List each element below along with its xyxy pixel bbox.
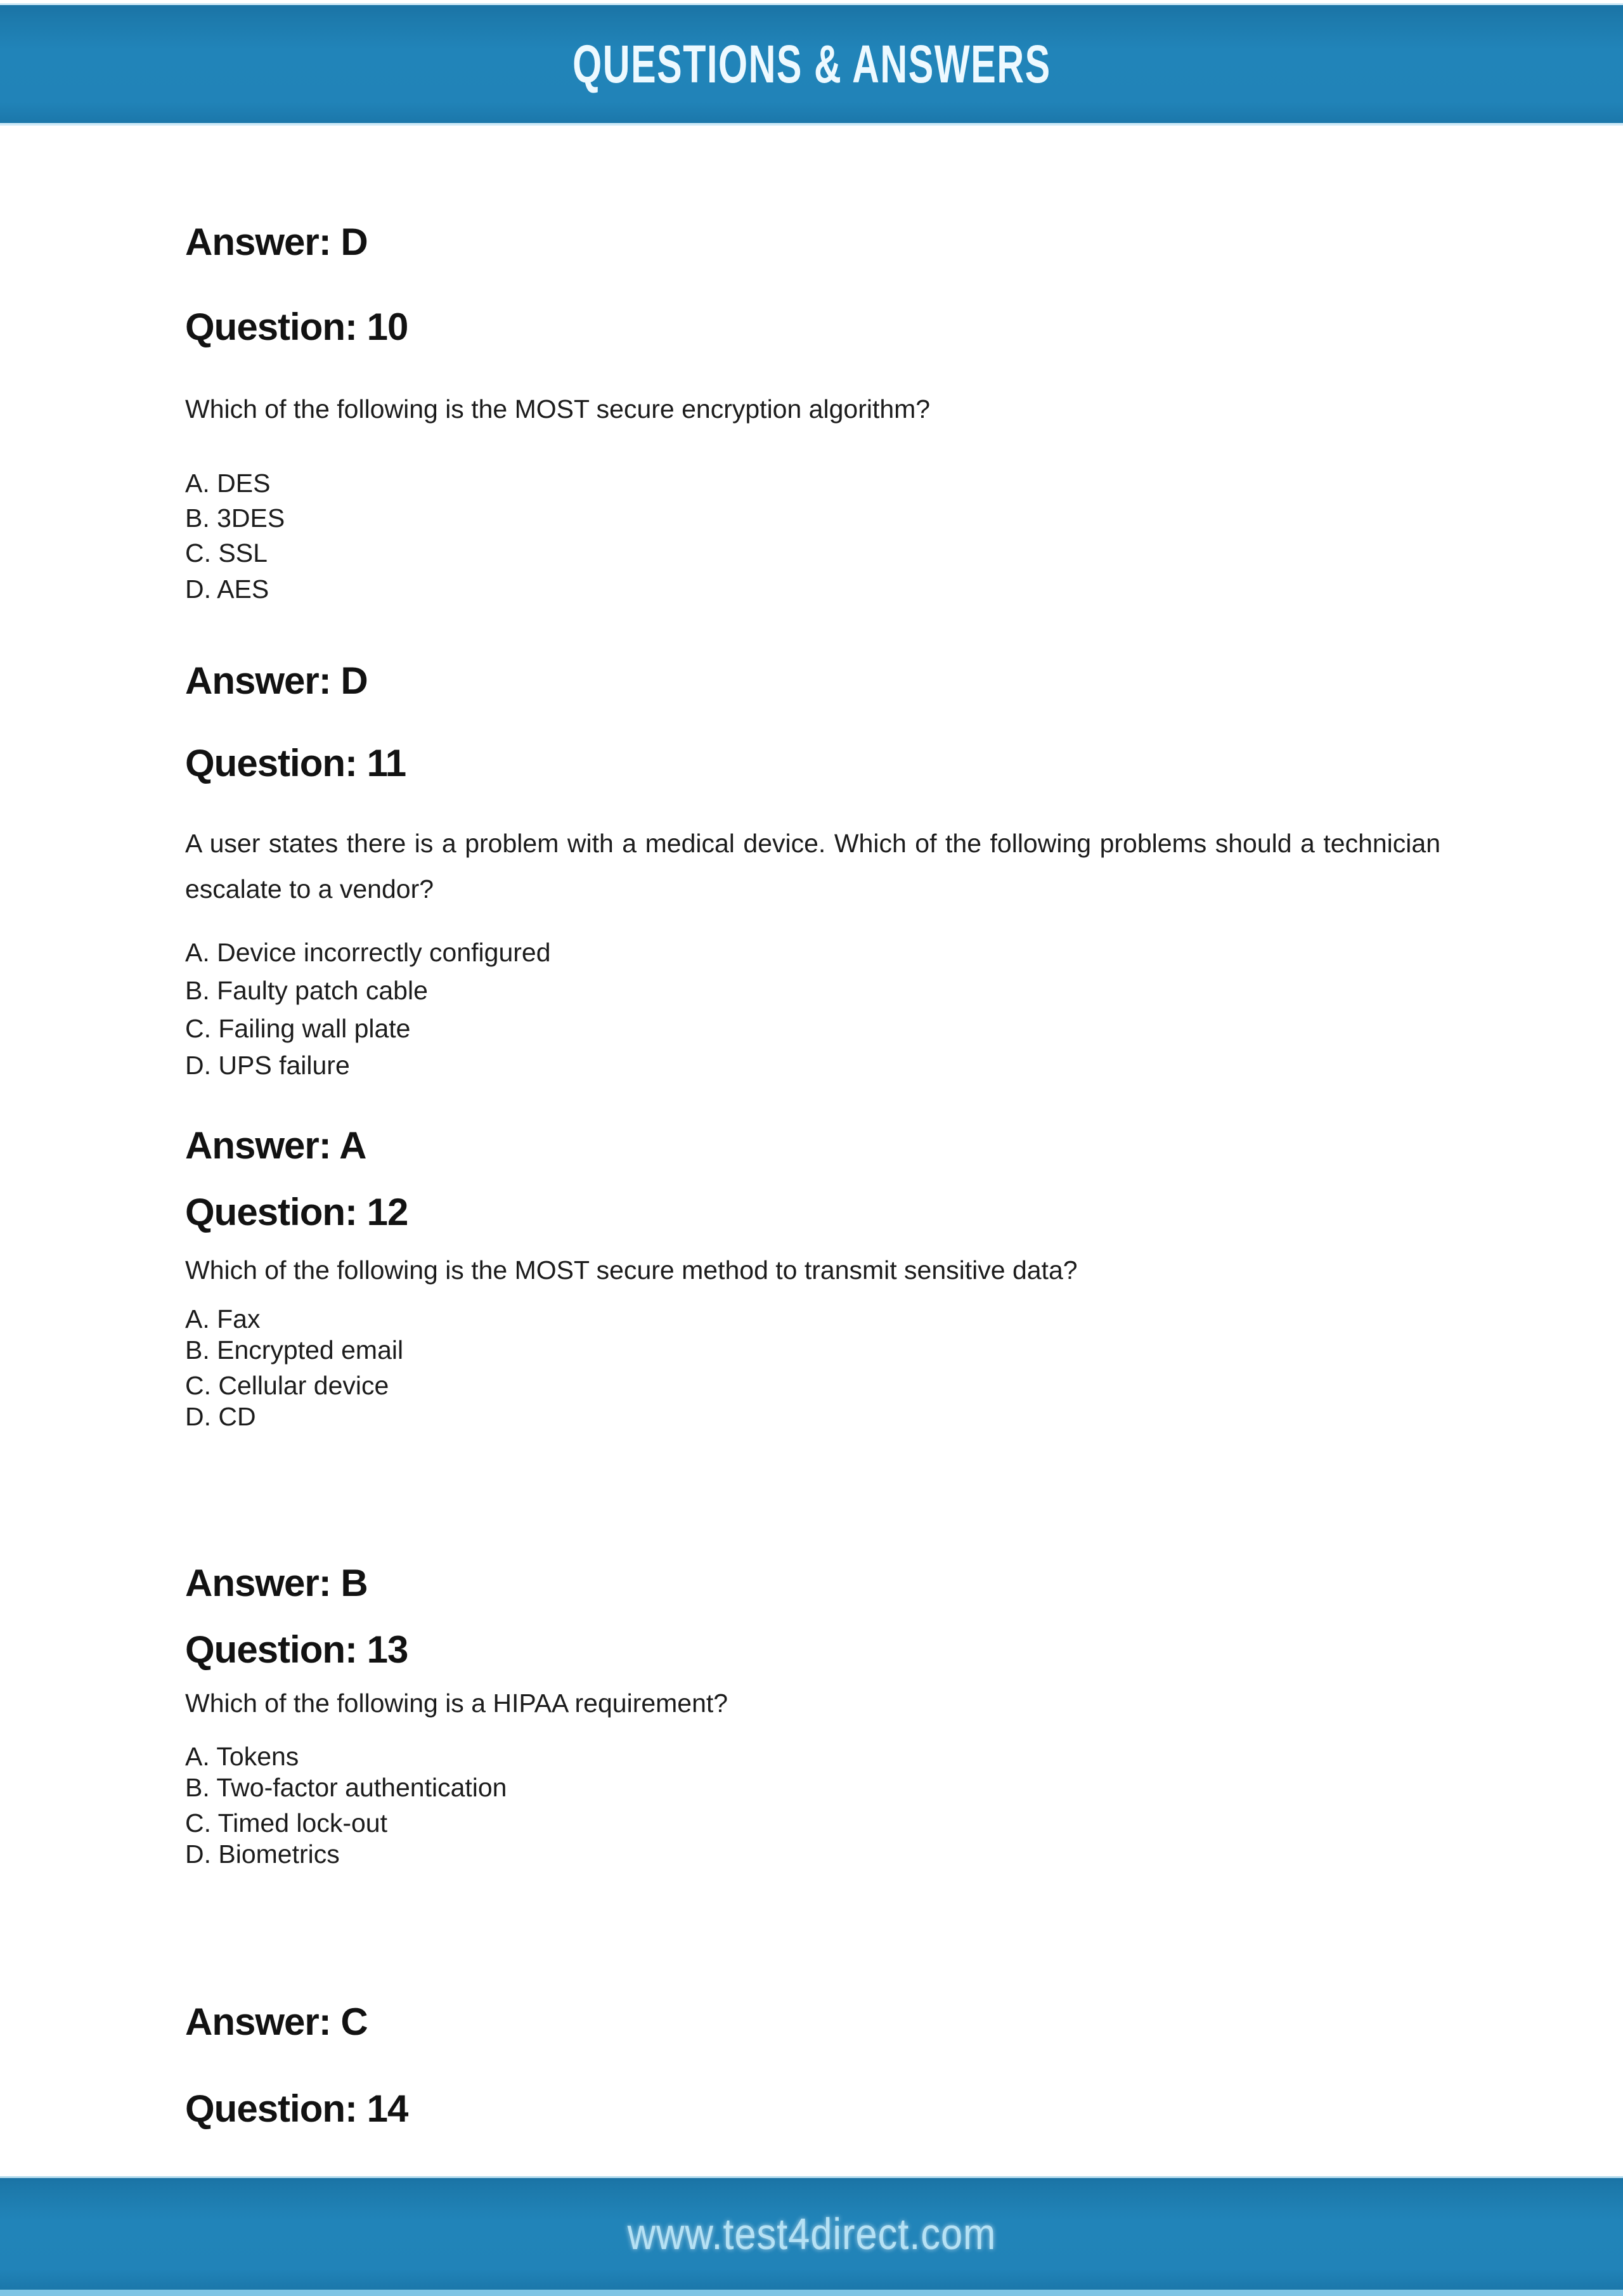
answer-option: B. Encrypted email — [185, 1335, 404, 1365]
footer-banner — [0, 2176, 1623, 2296]
answer-option: A. DES — [185, 469, 271, 498]
question-text: Which of the following is the MOST secure method to transmit sensitive data? — [185, 1255, 1078, 1285]
answer-option: A. Fax — [185, 1304, 261, 1333]
question-heading: Question: 12 — [185, 1191, 408, 1233]
answer-option: D. UPS failure — [185, 1051, 350, 1080]
answer-option: B. 3DES — [185, 503, 285, 533]
answer-option: B. Two-factor authentication — [185, 1773, 507, 1802]
question-text: Which of the following is a HIPAA requirement? — [185, 1689, 728, 1718]
answer-option: C. Failing wall plate — [185, 1014, 411, 1043]
answer-option: C. Cellular device — [185, 1371, 389, 1400]
answer-option: A. Device incorrectly configured — [185, 938, 551, 967]
answer-option: D. AES — [185, 574, 269, 604]
footer-url[interactable]: www.test4direct.com — [627, 2209, 996, 2259]
header-banner — [0, 3, 1623, 126]
answer-option: B. Faulty patch cable — [185, 976, 428, 1005]
answer-heading: Answer: A — [185, 1124, 366, 1167]
question-heading: Question: 11 — [185, 742, 406, 784]
question-text: Which of the following is the MOST secure encryption algorithm? — [185, 394, 931, 424]
answer-heading: Answer: D — [185, 659, 368, 702]
question-heading: Question: 14 — [185, 2087, 408, 2130]
answer-option: D. Biometrics — [185, 1839, 340, 1869]
question-text: A user states there is a problem with a medical device. Which of the following problems should a technician escalate to a vendor? — [185, 829, 1440, 904]
answer-heading: Answer: D — [185, 221, 368, 263]
question-heading: Question: 10 — [185, 306, 408, 348]
answer-heading: Answer: B — [185, 1562, 368, 1604]
answer-option: C. Timed lock-out — [185, 1808, 387, 1838]
page-title: QUESTIONS & ANSWERS — [572, 33, 1051, 94]
answer-option: C. SSL — [185, 538, 268, 568]
answer-heading: Answer: C — [185, 2001, 368, 2043]
answer-option: A. Tokens — [185, 1742, 299, 1771]
question-heading: Question: 13 — [185, 1628, 408, 1671]
answer-option: D. CD — [185, 1402, 256, 1431]
